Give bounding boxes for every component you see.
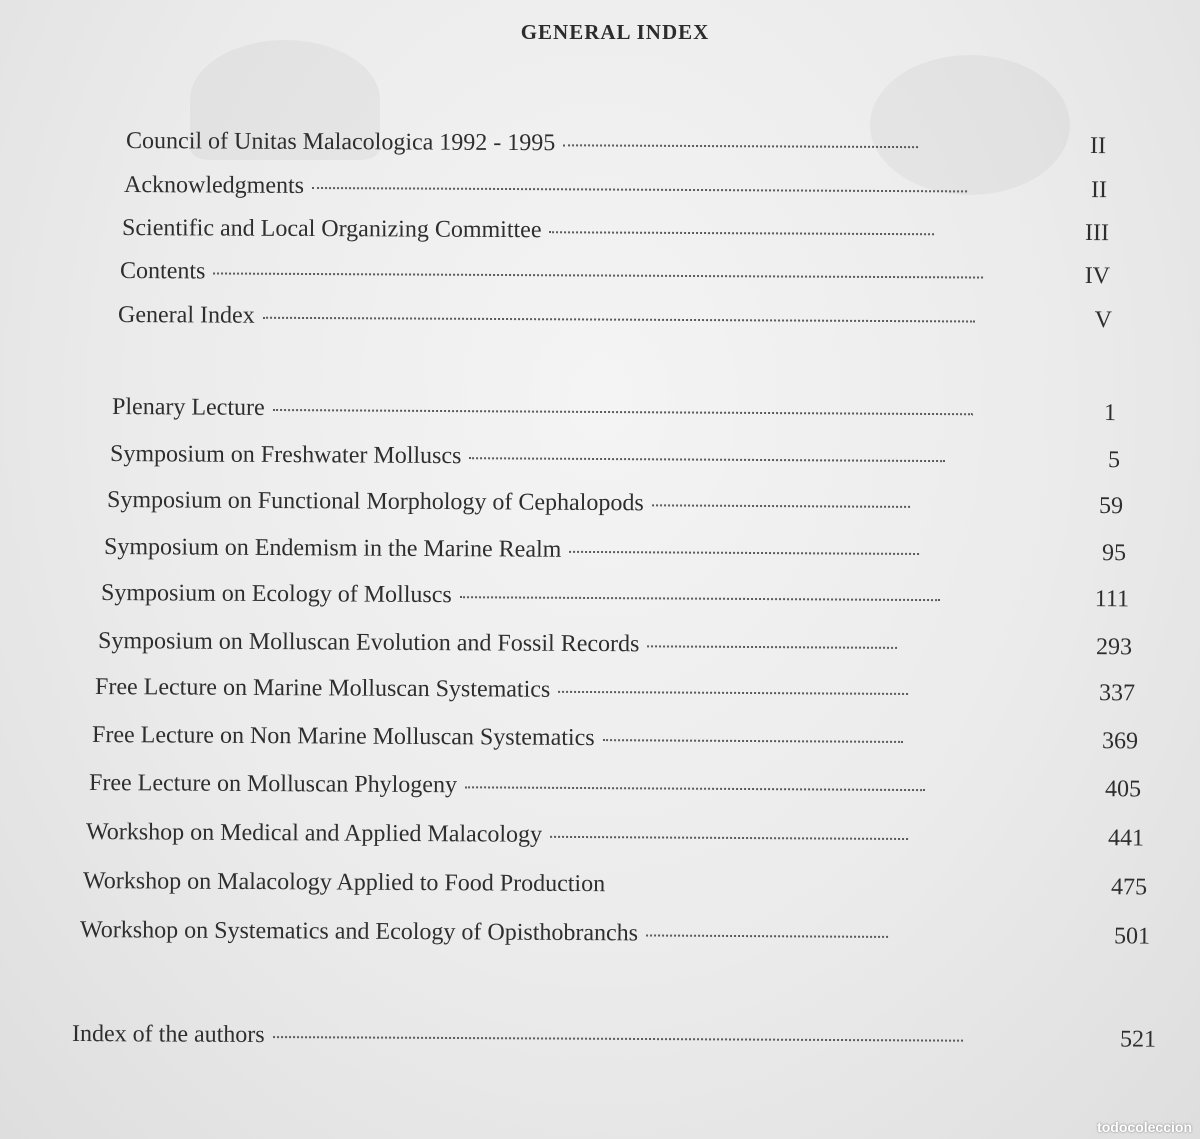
toc-entry-label: General Index (118, 302, 255, 329)
toc-entry-page: 337 (1098, 680, 1136, 707)
dot-leader (549, 230, 934, 235)
dot-leader (273, 1035, 963, 1042)
toc-entry (101, 580, 1129, 613)
toc-entry (89, 770, 1141, 803)
toc-entry-label: Workshop on Systematics and Ecology of Opisthobranchs (80, 917, 639, 947)
toc-entry-page: 5 (1107, 447, 1121, 474)
toc-entry-label: Free Lecture on Marine Molluscan Systematics (95, 674, 551, 703)
toc-entry-label: Symposium on Ecology of Molluscs (101, 580, 452, 609)
toc-entry-label: Symposium on Functional Morphology of Cephalopods (107, 487, 644, 517)
toc-entry-label: Scientific and Local Organizing Committee (122, 215, 542, 244)
toc-entry-page: V (1094, 307, 1113, 334)
toc-entry-page: II (1090, 133, 1107, 160)
toc-entry (124, 172, 1107, 204)
page-title: GENERAL INDEX (520, 20, 710, 44)
toc-entry-page: III (1085, 220, 1110, 247)
toc-entry-page: 369 (1101, 728, 1139, 755)
toc-entry (92, 722, 1138, 755)
toc-entry (80, 917, 1150, 951)
dot-leader (647, 644, 897, 649)
toc-entry-label: Free Lecture on Molluscan Phylogeny (89, 770, 458, 799)
site-watermark: todocoleccion (1097, 1119, 1192, 1135)
toc-entry (122, 215, 1109, 247)
toc-entry-label: Contents (120, 258, 206, 285)
dot-leader (550, 835, 908, 840)
dot-leader (558, 690, 908, 695)
toc-entry (104, 534, 1126, 567)
toc-entry-page: 405 (1104, 776, 1142, 803)
toc-entry-page: 501 (1113, 923, 1151, 950)
toc-entry (118, 302, 1112, 334)
toc-entry-label: Acknowledgments (124, 172, 305, 199)
toc-entry-page: 293 (1095, 634, 1133, 661)
toc-entry-page: 441 (1107, 825, 1145, 852)
toc-entry (110, 441, 1120, 474)
toc-entry-label: Council of Unitas Malacologica 1992 - 1995 (126, 128, 556, 157)
toc-entry-label: Free Lecture on Non Marine Molluscan Systematics (92, 722, 595, 752)
toc-entry (95, 674, 1135, 707)
dot-leader (465, 785, 925, 791)
dot-leader (273, 408, 973, 415)
toc-entry-page: 521 (1119, 1026, 1157, 1053)
toc-entry (83, 868, 1147, 901)
toc-entry (107, 487, 1123, 520)
toc-entry-label: Symposium on Freshwater Molluscs (110, 441, 462, 470)
toc-entry-label: Index of the authors (72, 1021, 265, 1049)
dot-leader (469, 456, 945, 462)
toc-entry-label: Symposium on Endemism in the Marine Realm (104, 534, 562, 563)
dot-leader (263, 316, 975, 323)
toc-entry-page: II (1091, 177, 1108, 204)
toc-entry-label: Workshop on Malacology Applied to Food Production (83, 868, 606, 898)
toc-entry (98, 628, 1132, 661)
toc-entry-page: 1 (1103, 400, 1117, 427)
toc-entry-label: Plenary Lecture (112, 394, 265, 421)
toc-entry (112, 394, 1116, 427)
toc-entry-label: Workshop on Medical and Applied Malacology (86, 819, 543, 848)
toc-entry-page: 59 (1098, 493, 1124, 520)
dot-leader (563, 143, 918, 148)
toc-entry-page: 111 (1094, 586, 1130, 613)
dot-leader (569, 550, 919, 555)
dot-leader (646, 933, 888, 937)
dot-leader (603, 738, 903, 743)
toc-entry-page: 475 (1110, 874, 1148, 901)
toc-entry-label: Symposium on Molluscan Evolution and Fossil Records (98, 628, 640, 658)
toc-entry (72, 1021, 1156, 1054)
toc-entry (126, 128, 1106, 160)
toc-entry-page: IV (1084, 263, 1111, 290)
toc-entry-page: 95 (1101, 540, 1127, 567)
dot-leader (652, 503, 910, 508)
dot-leader (460, 595, 940, 601)
dot-leader (312, 186, 967, 192)
dot-leader (213, 271, 983, 278)
toc-entry (86, 819, 1144, 852)
toc-entry (120, 258, 1110, 290)
